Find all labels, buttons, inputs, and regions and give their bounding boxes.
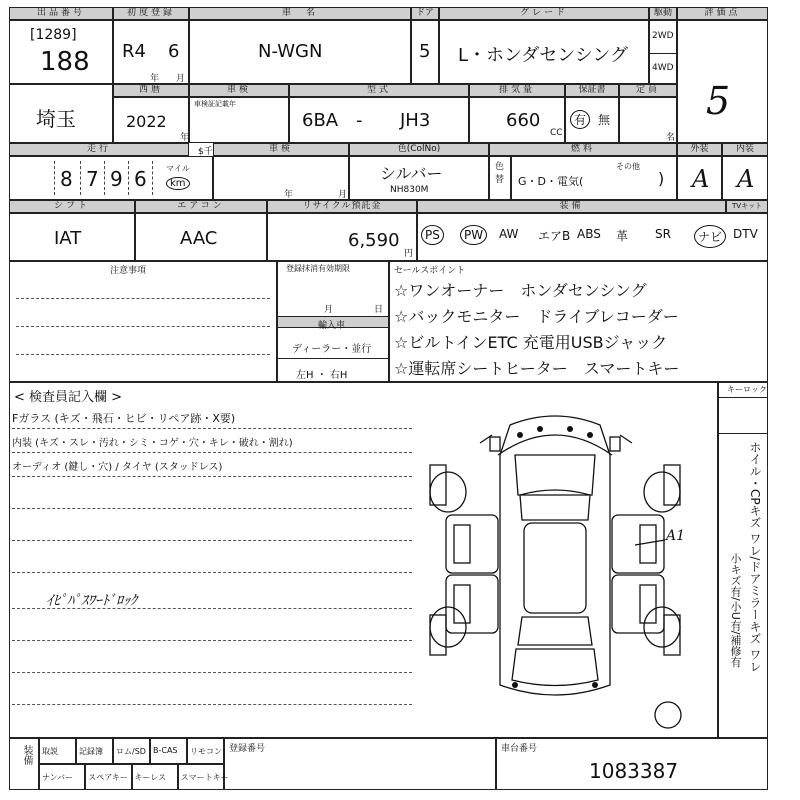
sales-point-4: ☆運転席シートヒーター スマートキー xyxy=(394,359,680,378)
right-column-text-1: ホイル・CPキズ ワレ/ドアミラーキズ ワレ xyxy=(748,441,762,673)
accessory-cell xyxy=(132,764,178,790)
score-cell xyxy=(677,20,768,143)
location: 埼玉 xyxy=(36,107,76,131)
ac-header: エアコン xyxy=(135,200,267,213)
recycle-unit: 円 xyxy=(404,249,414,259)
cert-cell xyxy=(213,156,349,200)
reg-year-unit: 年 xyxy=(150,74,160,84)
recycle-header: リサイクル預託金 xyxy=(267,200,417,213)
fuel-options: G・D・電気( xyxy=(518,175,584,188)
equip-item: DTV xyxy=(733,227,758,241)
color-code: NH830M xyxy=(390,185,429,195)
inspector-handwritten: ｲﾋﾟﾊﾟｽﾜｰﾄﾞﾛｯｸ xyxy=(46,593,137,609)
chassis-cell xyxy=(496,738,768,790)
seats-cell xyxy=(619,97,677,143)
accessory-item: ロム/SD xyxy=(116,747,146,756)
accessory-cell xyxy=(187,738,224,764)
warranty-yes: 有 xyxy=(570,110,590,129)
reg-deadline-day: 日 xyxy=(374,305,384,315)
mileage-digit-4: 6 xyxy=(134,167,147,191)
ext-cell xyxy=(677,156,722,200)
equip-item: ナビ xyxy=(694,225,726,248)
shaken-cell xyxy=(189,97,289,143)
import-label: 輸入車 xyxy=(318,321,346,331)
type-header: 型式 xyxy=(289,84,469,97)
accessory-item: キーレス xyxy=(134,773,167,782)
drive-header: 駆動 xyxy=(649,7,677,20)
drive-4wd: 4WD xyxy=(652,63,674,73)
fuel-close: ) xyxy=(658,169,665,188)
mileage-digit-1: 8 xyxy=(60,167,73,191)
reg-no-header: 登録番号 xyxy=(229,744,266,754)
model-prefix: 6BA xyxy=(302,110,339,131)
inspector-line-1: Fガラス (キズ・飛石・ヒビ・リペア跡・X要) xyxy=(12,412,236,425)
fixed-header: 定員 xyxy=(619,84,677,97)
accessories-header-cell xyxy=(9,738,39,790)
equip-item: AW xyxy=(499,227,519,241)
cert-year: 年 xyxy=(284,190,294,200)
accessory-item: B-CAS xyxy=(153,746,178,755)
fuel-header: 燃料 xyxy=(489,143,677,156)
drive-2wd: 2WD xyxy=(652,31,674,41)
equip-list xyxy=(417,213,768,261)
recycle-value: 6,590 xyxy=(348,230,400,251)
dealer-option: ディーラー・並行 xyxy=(292,344,372,355)
accessory-cell xyxy=(178,764,229,790)
first-reg-header: 初度登録 xyxy=(113,7,189,20)
year-unit: 年 xyxy=(180,133,190,143)
model-dash: - xyxy=(356,110,363,131)
fuel-cell xyxy=(511,156,677,200)
warranty-cell xyxy=(565,97,619,143)
doors-header: ドア xyxy=(411,7,439,20)
color-header: 色(ColNo) xyxy=(349,143,489,156)
accessory-item: スペアキー xyxy=(88,773,128,782)
accessories-header: 装備 xyxy=(21,745,32,765)
car-doors: 5 xyxy=(419,41,431,62)
color-name: シルバー xyxy=(380,164,443,183)
type-cell xyxy=(289,97,469,143)
equip-item: エアB xyxy=(538,229,571,243)
car-diagram xyxy=(420,395,710,735)
chassis-header: 車台番号 xyxy=(501,744,538,754)
sales-point-1: ☆ワンオーナー ホンダセンシング xyxy=(394,281,647,300)
reg-month: 6 xyxy=(168,41,180,62)
sales-point-3: ☆ビルトインETC 充電用USBジャック xyxy=(394,333,668,352)
accessory-cell xyxy=(150,738,187,764)
lot-header: 出品番号 xyxy=(9,7,113,20)
equip-item: PS xyxy=(421,225,444,245)
cc-value: 660 xyxy=(506,110,541,131)
color-change: 色替 xyxy=(495,162,505,185)
reg-deadline-cell xyxy=(277,261,389,382)
location-cell xyxy=(9,84,113,143)
ext-score: A xyxy=(692,165,710,193)
car-grade: L・ホンダセンシング xyxy=(458,45,629,66)
score-value: 5 xyxy=(706,79,731,123)
warranty-no: 無 xyxy=(598,113,611,127)
note-cell xyxy=(9,261,277,382)
cc-header: 排気量 xyxy=(469,84,565,97)
chassis-number: 1083387 xyxy=(589,759,679,783)
sales-cell xyxy=(389,261,768,382)
doors-cell xyxy=(411,20,439,84)
int-header: 内装 xyxy=(722,143,768,156)
first-reg-cell xyxy=(113,20,189,84)
seats-unit: 名 xyxy=(666,133,676,143)
accessory-cell xyxy=(113,738,150,764)
mileage-cell xyxy=(9,156,213,200)
accessories-grid xyxy=(39,738,229,790)
ac-cell xyxy=(135,213,267,261)
reg-month-unit: 月 xyxy=(176,74,186,84)
mileage-multiplier: $千 xyxy=(198,147,213,157)
accessory-item: リモコン xyxy=(190,747,222,756)
inspector-line-2: 内装 (キズ・スレ・汚れ・シミ・コゲ・穴・キレ・破れ・割れ) xyxy=(12,438,293,449)
score-header: 評価点 xyxy=(677,7,768,20)
cert-header: 車検 xyxy=(213,143,349,156)
equip-item: PW xyxy=(460,225,487,245)
note-header: 注意事項 xyxy=(110,266,147,276)
recycle-cell xyxy=(267,213,417,261)
car-name: N-WGN xyxy=(258,41,323,62)
shift-value: IAT xyxy=(54,228,82,249)
mileage-digit-2: 7 xyxy=(86,167,99,191)
cert-month: 月 xyxy=(338,190,348,200)
shift-cell xyxy=(9,213,135,261)
grade-cell xyxy=(439,20,649,84)
accessory-item: スマートキー xyxy=(180,773,229,782)
accessory-cell xyxy=(85,764,131,790)
reg-no-cell xyxy=(224,738,496,790)
equip-item: ABS xyxy=(577,227,601,241)
lot-cell xyxy=(9,20,113,84)
mileage-header: 走行 xyxy=(9,143,189,156)
cc-unit: CC xyxy=(550,128,563,138)
right-column-text-2: 小キズ有/小U有/補修有 xyxy=(729,553,742,668)
cc-cell xyxy=(469,97,565,143)
ac-value: AAC xyxy=(180,228,218,249)
accessory-item: 取説 xyxy=(42,747,58,756)
diagram-label: A1 xyxy=(666,528,686,544)
year-value: 2022 xyxy=(126,112,167,131)
tv-header: TVキット xyxy=(726,200,768,213)
equip-item: 革 xyxy=(616,229,629,243)
drive-cell xyxy=(649,20,677,84)
inspector-line-3: オーディオ (鍵し・穴) / タイヤ (スタッドレス) xyxy=(12,462,223,473)
warranty-header: 保証書 xyxy=(565,84,619,97)
handle-option: 左H ・ 右H xyxy=(296,370,348,381)
model-header: 車 名 xyxy=(189,7,411,20)
sales-point-2: ☆バックモニター ドライブレコーダー xyxy=(394,307,679,326)
equip-header: 装備 xyxy=(417,200,726,213)
lot-number: 188 xyxy=(40,47,90,77)
accessory-cell xyxy=(76,738,113,764)
shift-header: シフト xyxy=(9,200,135,213)
accessory-item: 記録簿 xyxy=(79,747,103,756)
model-cell xyxy=(189,20,411,84)
sales-header: セールスポイント xyxy=(394,266,466,276)
inspector-title: < 検査員記入欄 > xyxy=(14,390,123,405)
grade-header: グレード xyxy=(439,7,649,20)
accessory-item: ナンバー xyxy=(42,773,74,782)
region-header: 西暦 xyxy=(113,84,189,97)
color-cell xyxy=(349,156,489,200)
ext-header: 外装 xyxy=(677,143,722,156)
right-column xyxy=(718,382,768,738)
shaken-header: 車検 xyxy=(189,84,289,97)
accessory-cell xyxy=(39,764,85,790)
reg-deadline-month: 月 xyxy=(324,305,334,315)
year-cell xyxy=(113,97,189,143)
mileage-digit-3: 9 xyxy=(110,167,123,191)
color-change-cell xyxy=(489,156,511,200)
year-note: 車検証記載年 xyxy=(194,100,236,108)
int-score: A xyxy=(737,165,755,193)
reg-era: R4 xyxy=(122,41,146,62)
mileage-unit-km: km xyxy=(166,177,190,190)
model-code: JH3 xyxy=(400,110,431,131)
int-cell xyxy=(722,156,768,200)
keylock-label: キーロック xyxy=(727,385,767,394)
accessory-cell xyxy=(39,738,76,764)
fuel-other: その他 xyxy=(616,162,640,171)
mileage-unit-mile: マイル xyxy=(166,164,190,173)
equip-item: SR xyxy=(655,227,671,241)
reg-deadline-label: 登録抹消有効期限 xyxy=(286,264,350,273)
lot-bracket: [1289] xyxy=(30,27,77,43)
